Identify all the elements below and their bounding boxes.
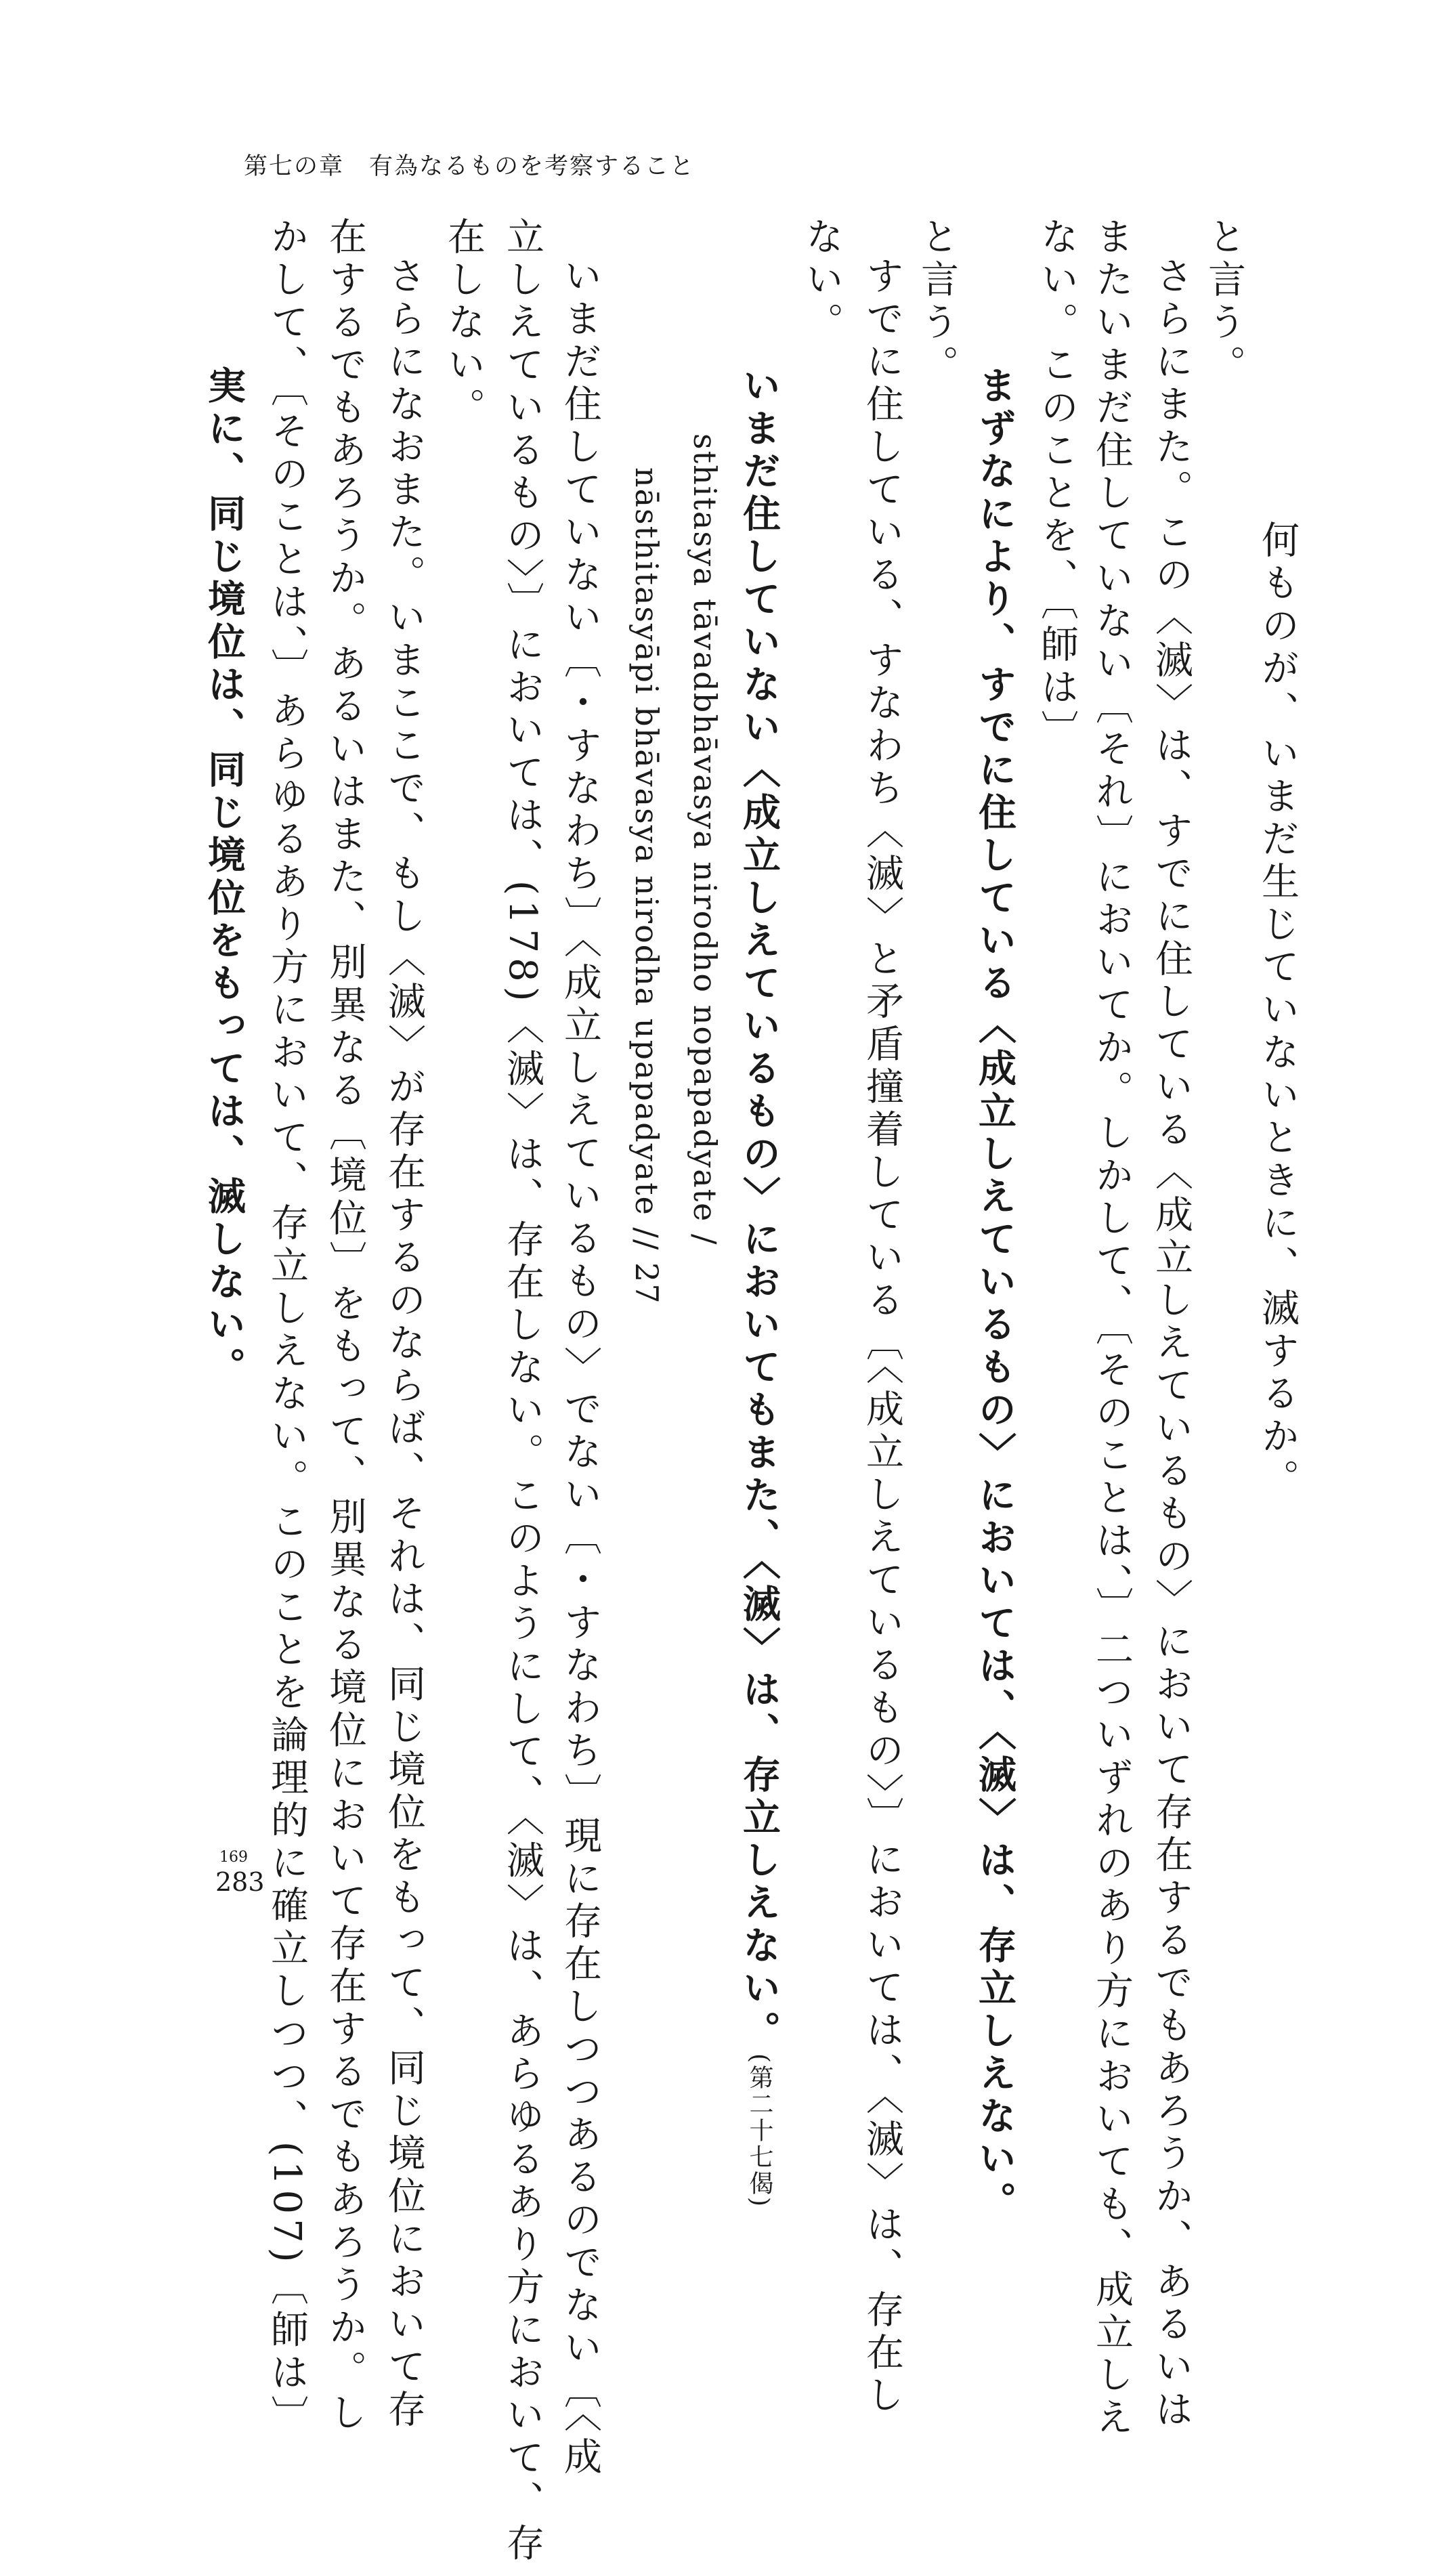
sanskrit-line: nāsthitasyāpi bhāvasya nirodha upapadyate // 27 (628, 467, 665, 1305)
verse-line (737, 366, 781, 2208)
text-column: 在するでもあろうか。あるいはまた、別異なる〔境位〕をもって、別異なる境位において存在するでもあろうか。し (323, 217, 367, 2435)
text-column: ない。 (800, 217, 844, 345)
page-number-block (215, 1850, 265, 1895)
page-number: 283 (215, 1867, 265, 1897)
text-column: いまだ住していない〔・すなわち〕〈成立しえているもの〉でない〔・すなわち〕現に存在しつつあるのでない〔〈成 (558, 256, 602, 2479)
text-column: 立しえているもの〉〕においては、(178)〈滅〉は、存在しない。このようにして、〈滅〉は、あらゆるあり方において、存 (500, 217, 544, 2566)
text-column: さらになおまた。いまここで、もし〈滅〉が存在するのならば、それは、同じ境位をもって、同じ境位において存 (382, 256, 426, 2432)
text-column: ない。このことを、〔師は〕 (1035, 217, 1079, 752)
page-small-mark: 169 (219, 1849, 248, 1866)
text-column: と言う。 (915, 217, 959, 387)
running-header: 第七の章 有為なるものを考察すること (244, 153, 695, 180)
verse-line: まずなにより、すでに住している〈成立しえているもの〉においては、〈滅〉は、存立しえない。 (972, 366, 1017, 2224)
text-column: かして、〔そのことは、〕あらゆるあり方において、存立しえない。このことを論理的に確立しつつ、(107)〔師は〕 (265, 217, 309, 2438)
verse-line: 実に、同じ境位は、同じ境位をもっては、滅しない。 (202, 366, 247, 1390)
text-column: またいまだ住していない〔それ〕においてか。しかして、〔そのことは、〕二ついずれのあり方においても、成立しえ (1090, 217, 1134, 2440)
text-column: と言う。 (1202, 217, 1246, 387)
text-column: 何ものが、いまだ生じていないときに、滅するか。 (1256, 520, 1300, 1501)
text-column: すでに住している、すなわち〈滅〉と矛盾撞着している〔〈成立しえているもの〉〕においては、〈滅〉は、存在し (860, 256, 904, 2418)
verse-text: いまだ住していない〈成立しえているもの〉においてもまた、〈滅〉は、存立しえない。 (737, 366, 781, 2053)
sanskrit-line: sthitasya tāvadbhāvasya nirodho nopapadyate / (687, 433, 723, 1246)
text-column: 在しない。 (442, 217, 486, 430)
verse-number-note: (第二十七偈) (746, 2053, 773, 2209)
text-column: さらにまた。この〈滅〉は、すでに住している〈成立しえているもの〉において存在するでもあろうか、あるいは (1149, 256, 1193, 2432)
